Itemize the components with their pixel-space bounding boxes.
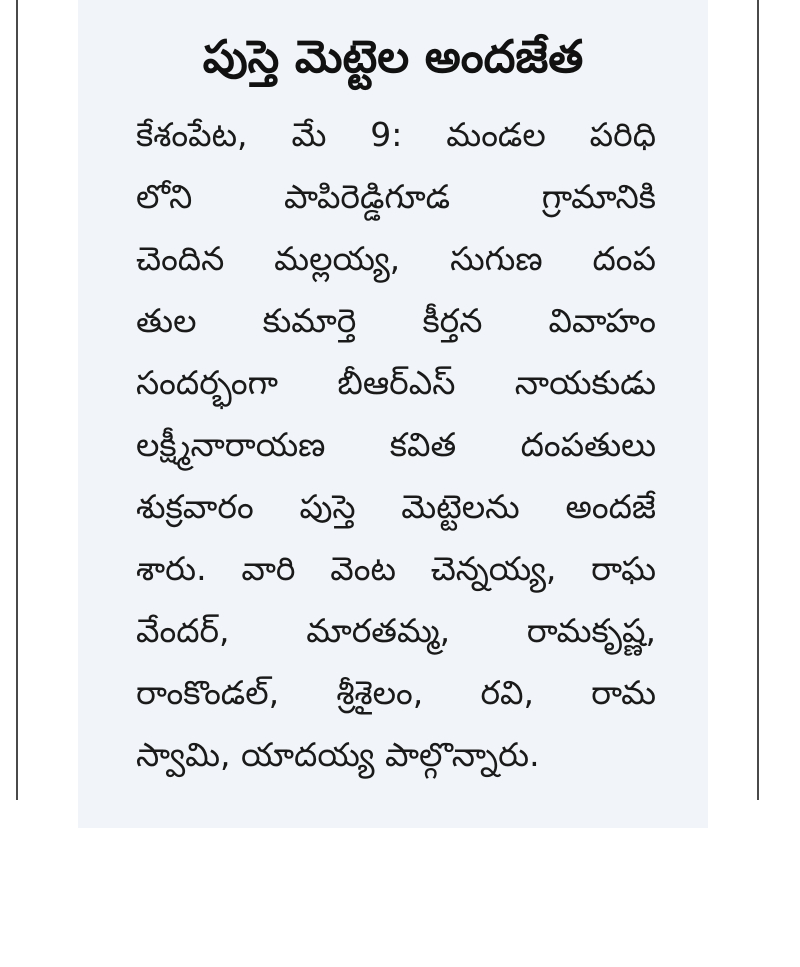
article-line-2: లోని పాపిరెడ్డిగూడ గ్రామానికి bbox=[136, 177, 656, 216]
news-article bbox=[78, 0, 708, 828]
article-line-8: శారు. వారి వెంట చెన్నయ్య, రాఘ bbox=[136, 549, 656, 588]
article-line-1: కేశంపేట, మే 9: మండల పరిధి bbox=[136, 115, 656, 154]
article-headline: పుస్తె మెట్టెల అందజేత bbox=[202, 30, 584, 83]
column-rule-right bbox=[757, 0, 759, 800]
article-line-5: సందర్భంగా బీఆర్ఎస్ నాయకుడు bbox=[136, 363, 656, 402]
article-line-3: చెందిన మల్లయ్య, సుగుణ దంప bbox=[136, 239, 656, 278]
article-line-6: లక్ష్మీనారాయణ కవిత దంపతులు bbox=[136, 425, 656, 464]
article-line-7: శుక్రవారం పుస్తె మెట్టెలను అందజే bbox=[136, 487, 656, 526]
article-line-4: తుల కుమార్తె కీర్తన వివాహం bbox=[136, 301, 656, 340]
article-line-9: వేందర్, మారతమ్మ, రామకృష్ణ, bbox=[136, 611, 656, 650]
article-line-10: రాంకొండల్, శ్రీశైలం, రవి, రామ bbox=[136, 673, 656, 712]
article-body bbox=[136, 104, 656, 786]
article-line-11: స్వామి, యాదయ్య పాల్గొన్నారు. bbox=[136, 735, 540, 774]
column-rule-left bbox=[16, 0, 18, 800]
